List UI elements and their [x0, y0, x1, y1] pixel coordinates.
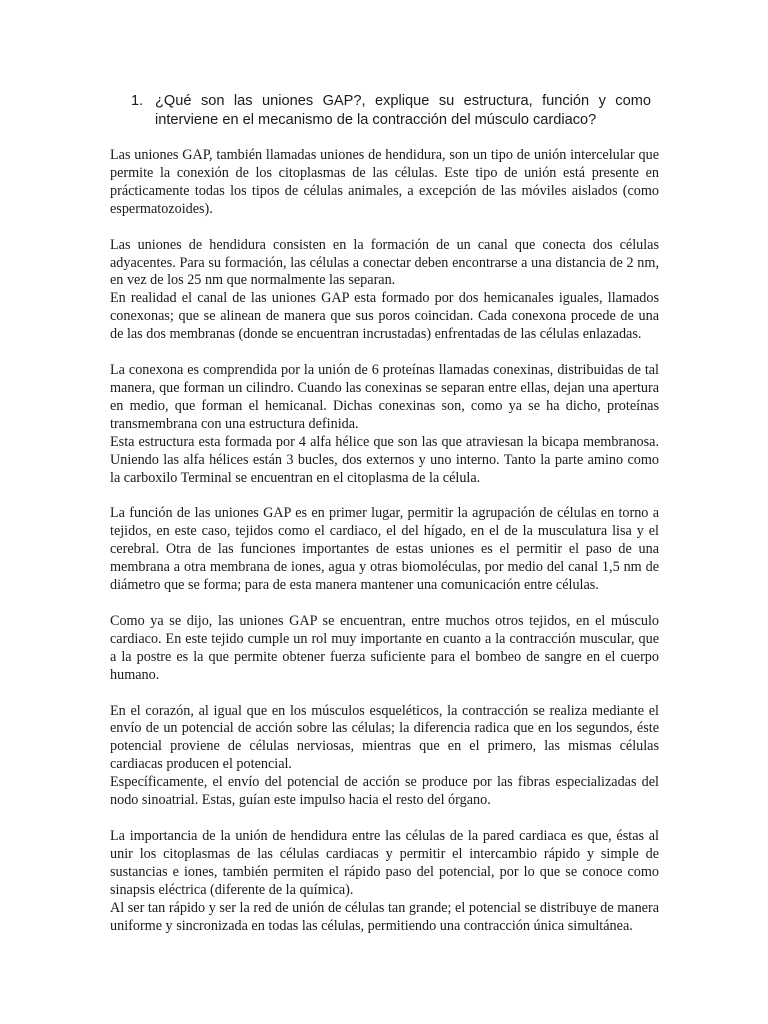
- paragraph-estructura-alfa-helice: Esta estructura esta formada por 4 alfa hélice que son las que atraviesan la bicapa membranosa. Uniendo las alfa hélices están 3 bucles, dos externos y uno interno. Tanto la parte amino como la carboxilo Terminal se encuentran en el citoplasma de la célula.: [110, 433, 659, 486]
- paragraph-corazon-contraccion: En el corazón, al igual que en los músculos esqueléticos, la contracción se realiza mediante el envío de un potencial de acción sobre las células; la diferencia radica que en los segundos, éste potencial proviene de células nerviosas, mientras que en el primero, las mismas células cardiacas producen el potencial.: [110, 702, 659, 773]
- paragraph-contraccion-simultanea: Al ser tan rápido y ser la red de unión de células tan grande; el potencial se distribuye de manera uniforme y sincronizada en todas las células, permitiendo una contracción única simultánea.: [110, 899, 659, 934]
- paragraph-gap-definition: Las uniones GAP, también llamadas uniones de hendidura, son un tipo de unión intercelular que permite la conexión de los citoplasmas de las células. Este tipo de unión está presente en prácticamente todas los tipos de células animales, a excepción de las móviles aislados (como espermatozoides).: [110, 147, 659, 217]
- answer-body: [110, 147, 659, 935]
- paragraph-sinapsis-electrica: La importancia de la unión de hendidura entre las células de la pared cardiaca es que, éstas al unir los citoplasmas de las células cardiacas y permitir el intercambio rápido y simple de sustancias e iones, también permiten el rápido paso del potencial, por lo que se conoce como sinapsis eléctrica (diferente de la química).: [110, 828, 659, 898]
- paragraph-funcion-uniones: La función de las uniones GAP es en primer lugar, permitir la agrupación de células en torno a tejidos, en este caso, tejidos como el cardiaco, el del hígado, en el de la musculatura lisa y el cerebral. Otra de las funciones importantes de estas uniones es el permitir el paso de una membrana a otra membrana de iones, agua y otras biomoléculas, por medio del canal 1,5 nm de diámetro que se forma; para de esta manera mantener una comunicación entre células.: [110, 505, 659, 594]
- paragraph-conexona-conexinas: La conexona es comprendida por la unión de 6 proteínas llamadas conexinas, distribuidas de tal manera, que forman un cilindro. Cuando las conexinas se separan entre ellas, dejan una apertura en medio, que forman el hemicanal. Dichas conexinas son, como ya se ha dicho, proteínas transmembrana con una estructura definida.: [110, 362, 659, 432]
- paragraph-hendidura-formation: Las uniones de hendidura consisten en la formación de un canal que conecta dos células adyacentes. Para su formación, las células a conectar deben encontrarse a una distancia de 2 nm, en vez de los 25 nm que normalmente las separan.: [110, 236, 659, 289]
- question-number: 1.: [131, 93, 144, 109]
- paragraph-nodo-sinoatrial: Específicamente, el envío del potencial de acción se produce por las fibras especializadas del nodo sinoatrial. Estas, guían este impulso hacia el resto del órgano.: [110, 774, 659, 809]
- paragraph-canal-conexonas: En realidad el canal de las uniones GAP esta formado por dos hemicanales iguales, llamados conexonas; que se alinean de manera que sus poros coincidan. Cada conexona procede de una de las dos membranas (donde se encuentran incrustadas) enfrentadas de las células enlazadas.: [110, 290, 659, 343]
- paragraph-musculo-cardiaco: Como ya se dijo, las uniones GAP se encuentran, entre muchos otros tejidos, en el músculo cardiaco. En este tejido cumple un rol muy importante en cuanto a la contracción muscular, que a la postre es la que permite obtener fuerza suficiente para el bombeo de sangre en el cuerpo humano.: [110, 612, 659, 683]
- question-text: ¿Qué son las uniones GAP?, explique su estructura, función y como interviene en el mecanismo de la contracción del músculo cardiaco?: [155, 93, 651, 128]
- question-heading: [131, 92, 651, 130]
